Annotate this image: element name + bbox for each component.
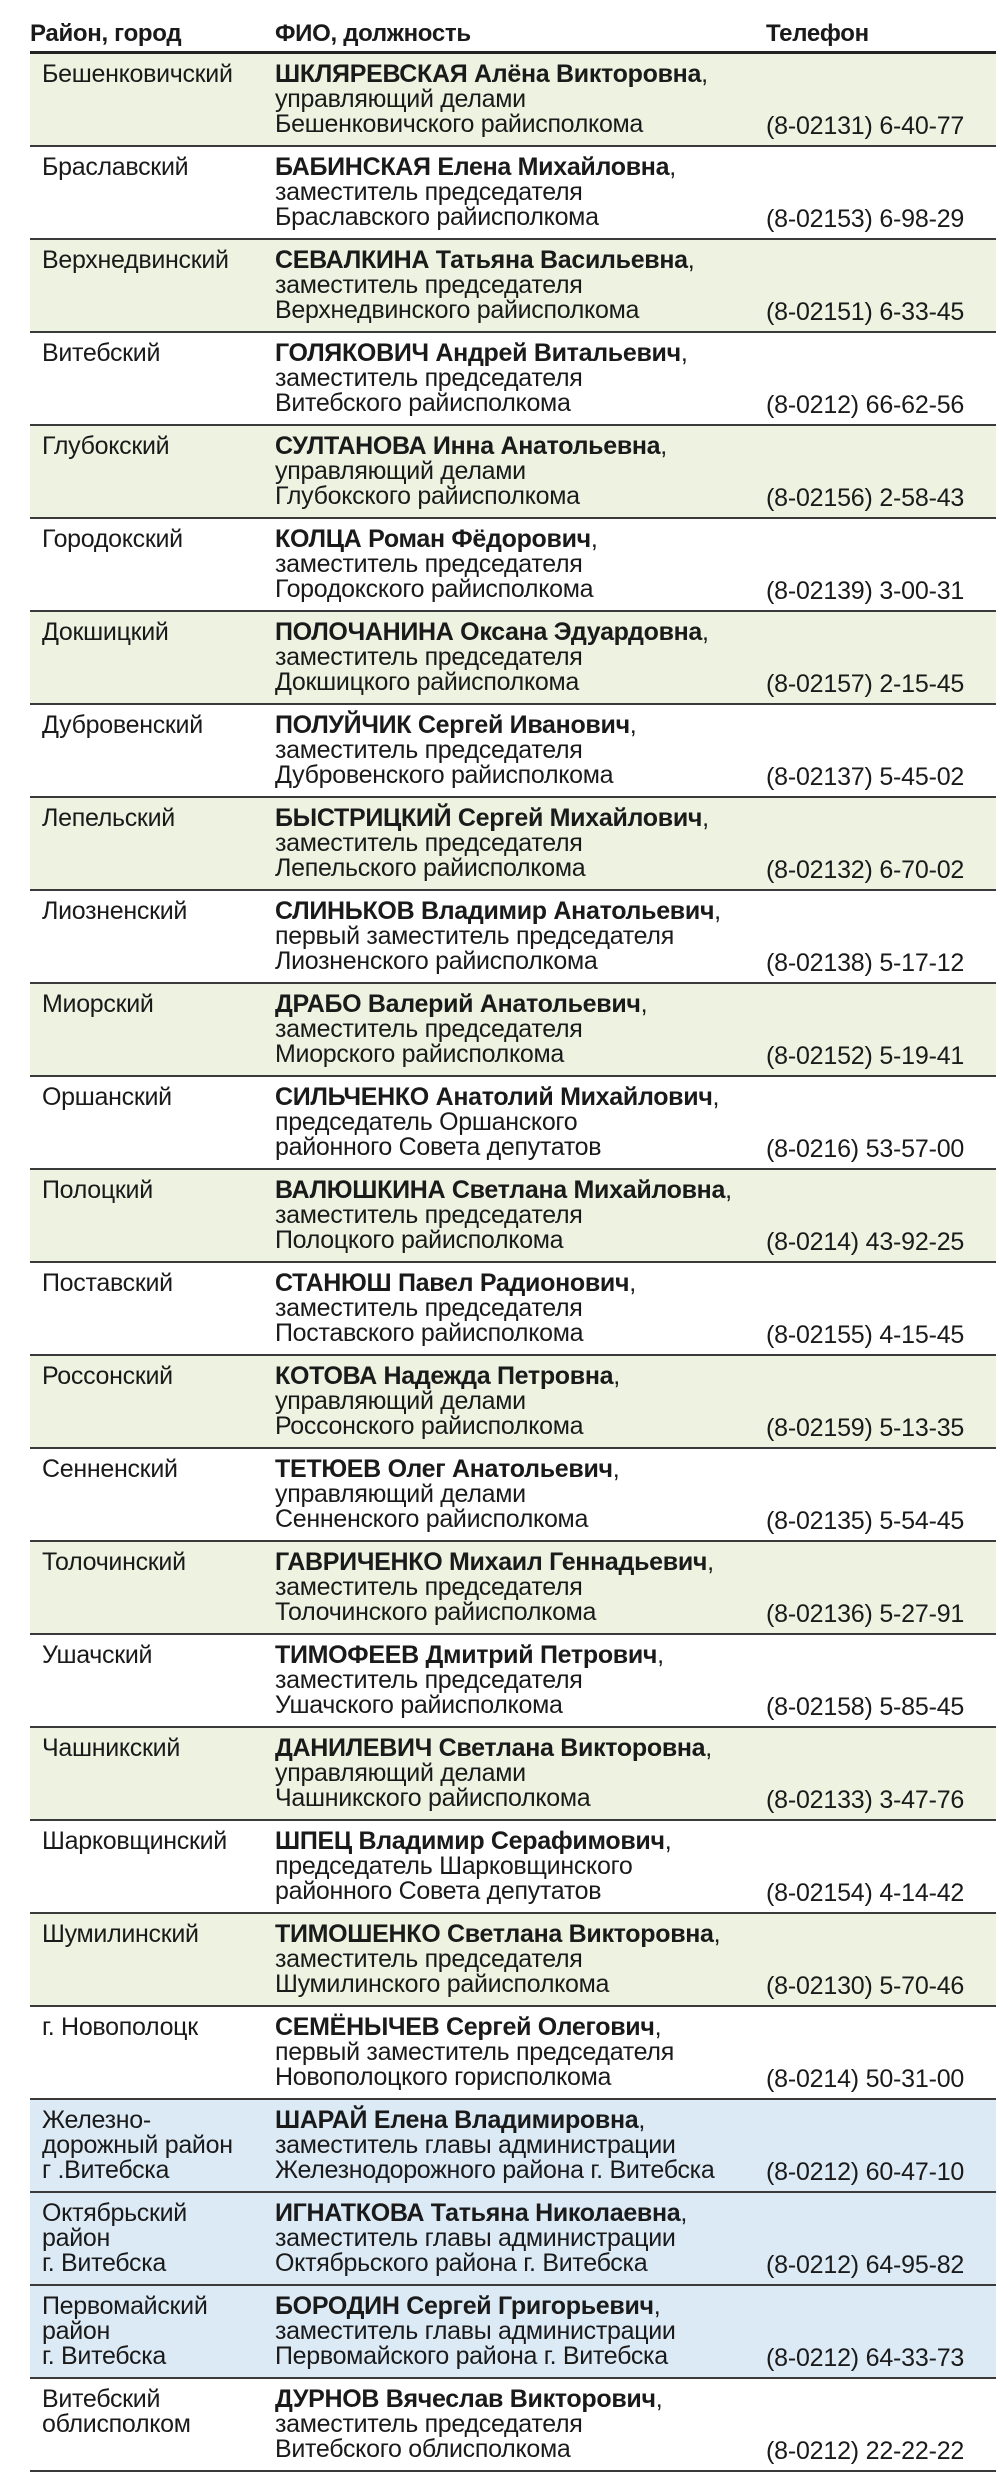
phone-number: (8-02151) 6-33-45 xyxy=(766,298,965,326)
district-line: Оршанский xyxy=(42,1083,172,1111)
table-row xyxy=(30,1821,996,1914)
phone-number: (8-0212) 64-95-82 xyxy=(766,2251,965,2279)
district-cell xyxy=(42,1178,282,1203)
table-row xyxy=(30,426,996,519)
person-position: заместитель председателя xyxy=(275,2410,583,2438)
table-row xyxy=(30,2286,996,2379)
person-position: заместитель председателя xyxy=(275,364,583,392)
district-cell xyxy=(42,155,282,180)
person-position: председатель Оршанского xyxy=(275,1108,578,1136)
table-row xyxy=(30,705,996,798)
person-position: Россонского райисполкома xyxy=(275,1412,584,1440)
phone-number: (8-02137) 5-45-02 xyxy=(766,763,965,791)
person-name: СИЛЬЧЕНКО Анатолий Михайлович xyxy=(275,1083,713,1111)
person-cell xyxy=(275,1085,795,1160)
table-row xyxy=(30,1077,996,1170)
person-cell xyxy=(275,341,795,416)
district-cell xyxy=(42,62,282,87)
district-cell xyxy=(42,2294,282,2369)
person-name: ШПЕЦ Владимир Серафимович xyxy=(275,1827,665,1855)
person-cell xyxy=(275,2294,795,2369)
person-position: заместитель председателя xyxy=(275,829,583,857)
district-cell xyxy=(42,1271,282,1296)
person-name: ГОЛЯКОВИЧ Андрей Витальевич xyxy=(275,339,681,367)
table-row xyxy=(30,612,996,705)
person-cell xyxy=(275,713,795,788)
district-line: Витебский xyxy=(42,2385,161,2413)
person-position: Шумилинского райисполкома xyxy=(275,1970,610,1998)
district-cell xyxy=(42,992,282,1017)
person-position: заместитель председателя xyxy=(275,178,583,206)
district-line: г. Витебска xyxy=(42,2249,167,2277)
table-row xyxy=(30,240,996,333)
person-name-line: ДАНИЛЕВИЧ Светлана Викторовна, xyxy=(275,1734,712,1762)
district-line: г. Новополоцк xyxy=(42,2013,198,2041)
person-name: ТЕТЮЕВ Олег Анатольевич xyxy=(275,1455,613,1483)
table-row xyxy=(30,1356,996,1449)
person-position: Лиозненского райисполкома xyxy=(275,947,598,975)
person-cell xyxy=(275,1271,795,1346)
person-position: заместитель главы администрации xyxy=(275,2131,676,2159)
person-position: первый заместитель председателя xyxy=(275,2038,674,2066)
person-name: ДРАБО Валерий Анатольевич xyxy=(275,990,641,1018)
person-position: управляющий делами xyxy=(275,1480,526,1508)
phone-number: (8-02132) 6-70-02 xyxy=(766,856,965,884)
person-name: ШКЛЯРЕВСКАЯ Алёна Викторовна xyxy=(275,60,702,88)
person-position: Полоцкого райисполкома xyxy=(275,1226,564,1254)
person-name-line: СИЛЬЧЕНКО Анатолий Михайлович, xyxy=(275,1083,720,1111)
person-position: Бешенковичского райисполкома xyxy=(275,110,644,138)
person-position: Миорского райисполкома xyxy=(275,1040,564,1068)
phone-number: (8-02153) 6-98-29 xyxy=(766,205,965,233)
person-cell xyxy=(275,992,795,1067)
table-row xyxy=(30,147,996,240)
person-position: заместитель председателя xyxy=(275,736,583,764)
district-line: Браславский xyxy=(42,153,189,181)
person-name: БАБИНСКАЯ Елена Михайловна xyxy=(275,153,670,181)
person-position: Городокского райисполкома xyxy=(275,575,594,603)
person-position: Верхнедвинского райисполкома xyxy=(275,296,640,324)
district-line: Докшицкий xyxy=(42,618,169,646)
person-cell xyxy=(275,434,795,509)
district-line: Ушачский xyxy=(42,1641,153,1669)
person-name-line: СТАНЮШ Павел Радионович, xyxy=(275,1269,636,1297)
person-position: заместитель председателя xyxy=(275,643,583,671)
table-row xyxy=(30,2379,996,2472)
person-position: Ушачского райисполкома xyxy=(275,1691,563,1719)
person-position: заместитель председателя xyxy=(275,1294,583,1322)
person-name-line: ШКЛЯРЕВСКАЯ Алёна Викторовна, xyxy=(275,60,708,88)
person-cell xyxy=(275,1178,795,1253)
person-name: СЕМЁНЫЧЕВ Сергей Олегович xyxy=(275,2013,655,2041)
district-cell xyxy=(42,2387,282,2437)
person-position: управляющий делами xyxy=(275,85,526,113)
person-name-line: БАБИНСКАЯ Елена Михайловна, xyxy=(275,153,676,181)
district-cell xyxy=(42,1550,282,1575)
table-row xyxy=(30,1728,996,1821)
person-cell xyxy=(275,248,795,323)
person-name: ПОЛУЙЧИК Сергей Иванович xyxy=(275,711,630,739)
person-cell xyxy=(275,155,795,230)
district-cell xyxy=(42,2201,282,2276)
person-cell xyxy=(275,2387,795,2462)
person-cell xyxy=(275,1550,795,1625)
phone-number: (8-02159) 5-13-35 xyxy=(766,1414,965,1442)
table-row xyxy=(30,798,996,891)
person-name: БОРОДИН Сергей Григорьевич xyxy=(275,2292,654,2320)
person-name-line: СЛИНЬКОВ Владимир Анатольевич, xyxy=(275,897,721,925)
person-cell xyxy=(275,806,795,881)
person-name: ПОЛОЧАНИНА Оксана Эдуардовна xyxy=(275,618,703,646)
district-line: Железно- xyxy=(42,2106,151,2134)
district-line: Первомайский xyxy=(42,2292,208,2320)
person-position: Витебского райисполкома xyxy=(275,389,571,417)
person-position: заместитель главы администрации xyxy=(275,2224,676,2252)
table-row xyxy=(30,1263,996,1356)
person-name-line: КОЛЦА Роман Фёдорович, xyxy=(275,525,598,553)
person-position: Витебского облисполкома xyxy=(275,2435,571,2463)
person-position: Глубокского райисполкома xyxy=(275,482,580,510)
person-name-line: БЫСТРИЦКИЙ Сергей Михайлович, xyxy=(275,804,709,832)
person-position: заместитель председателя xyxy=(275,1573,583,1601)
person-name-line: ДУРНОВ Вячеслав Викторович, xyxy=(275,2385,663,2413)
person-name-line: ШАРАЙ Елена Владимировна, xyxy=(275,2106,646,2134)
district-line: г .Витебска xyxy=(42,2156,170,2184)
person-name: ВАЛЮШКИНА Светлана Михайловна xyxy=(275,1176,726,1204)
district-line: Поставский xyxy=(42,1269,173,1297)
person-name: КОТОВА Надежда Петровна xyxy=(275,1362,614,1390)
district-line: район xyxy=(42,2224,110,2252)
district-line: Глубокский xyxy=(42,432,170,460)
person-position: Дубровенского райисполкома xyxy=(275,761,614,789)
person-cell xyxy=(275,1364,795,1439)
district-line: район xyxy=(42,2317,110,2345)
district-line: Миорский xyxy=(42,990,154,1018)
person-name: БЫСТРИЦКИЙ Сергей Михайлович xyxy=(275,804,703,832)
header-person: ФИО, должность xyxy=(275,20,471,47)
person-name-line: СЕМЁНЫЧЕВ Сергей Олегович, xyxy=(275,2013,662,2041)
phone-number: (8-0214) 43-92-25 xyxy=(766,1228,965,1256)
district-line: Бешенковичский xyxy=(42,60,233,88)
district-cell xyxy=(42,713,282,738)
phone-number: (8-0216) 53-57-00 xyxy=(766,1135,965,1163)
person-position: Чашникского райисполкома xyxy=(275,1784,591,1812)
district-line: Толочинский xyxy=(42,1548,186,1576)
table-row xyxy=(30,1914,996,2007)
district-line: Верхнедвинский xyxy=(42,246,229,274)
person-position: заместитель председателя xyxy=(275,271,583,299)
person-cell xyxy=(275,62,795,137)
person-name: ДУРНОВ Вячеслав Викторович xyxy=(275,2385,656,2413)
phone-number: (8-02133) 3-47-76 xyxy=(766,1786,965,1814)
person-name-line: ПОЛУЙЧИК Сергей Иванович, xyxy=(275,711,637,739)
table-row xyxy=(30,333,996,426)
person-position: Браславского райисполкома xyxy=(275,203,599,231)
district-cell xyxy=(42,434,282,459)
table-row xyxy=(30,1542,996,1635)
person-name-line: ТИМОШЕНКО Светлана Викторовна, xyxy=(275,1920,721,1948)
district-line: Лепельский xyxy=(42,804,175,832)
phone-number: (8-0212) 64-33-73 xyxy=(766,2344,965,2372)
person-name: ШАРАЙ Елена Владимировна xyxy=(275,2106,639,2134)
phone-number: (8-0212) 66-62-56 xyxy=(766,391,965,419)
phone-number: (8-02157) 2-15-45 xyxy=(766,670,965,698)
person-name-line: КОТОВА Надежда Петровна, xyxy=(275,1362,620,1390)
phone-number: (8-02155) 4-15-45 xyxy=(766,1321,965,1349)
person-cell xyxy=(275,527,795,602)
person-position: заместитель председателя xyxy=(275,1666,583,1694)
district-cell xyxy=(42,1736,282,1761)
person-name-line: ТЕТЮЕВ Олег Анатольевич, xyxy=(275,1455,620,1483)
person-name-line: ГОЛЯКОВИЧ Андрей Витальевич, xyxy=(275,339,688,367)
person-name: СЛИНЬКОВ Владимир Анатольевич xyxy=(275,897,715,925)
table-row xyxy=(30,2100,996,2193)
district-line: Россонский xyxy=(42,1362,173,1390)
person-position: Первомайского района г. Витебска xyxy=(275,2342,668,2370)
district-line: дорожный район xyxy=(42,2131,233,2159)
person-position: заместитель главы администрации xyxy=(275,2317,676,2345)
person-name-line: ИГНАТКОВА Татьяна Николаевна, xyxy=(275,2199,688,2227)
person-name-line: ГАВРИЧЕНКО Михаил Геннадьевич, xyxy=(275,1548,714,1576)
person-name: КОЛЦА Роман Фёдорович xyxy=(275,525,591,553)
district-line: облисполком xyxy=(42,2410,191,2438)
district-cell xyxy=(42,2108,282,2183)
person-position: районного Совета депутатов xyxy=(275,1877,602,1905)
person-cell xyxy=(275,620,795,695)
person-position: заместитель председателя xyxy=(275,1201,583,1229)
person-position: заместитель председателя xyxy=(275,1015,583,1043)
person-cell xyxy=(275,1457,795,1532)
district-line: Полоцкий xyxy=(42,1176,153,1204)
phone-number: (8-02138) 5-17-12 xyxy=(766,949,965,977)
district-line: Шумилинский xyxy=(42,1920,199,1948)
district-line: Чашникский xyxy=(42,1734,180,1762)
phone-number: (8-02131) 6-40-77 xyxy=(766,112,965,140)
district-cell xyxy=(42,806,282,831)
district-cell xyxy=(42,1364,282,1389)
person-position: Докшицкого райисполкома xyxy=(275,668,579,696)
district-line: Сенненский xyxy=(42,1455,178,1483)
person-cell xyxy=(275,2015,795,2090)
district-line: Дубровенский xyxy=(42,711,203,739)
table-row xyxy=(30,984,996,1077)
person-name: ГАВРИЧЕНКО Михаил Геннадьевич xyxy=(275,1548,708,1576)
district-cell xyxy=(42,1643,282,1668)
person-name-line: СУЛТАНОВА Инна Анатольевна, xyxy=(275,432,667,460)
phone-number: (8-02139) 3-00-31 xyxy=(766,577,965,605)
district-cell xyxy=(42,527,282,552)
table-row xyxy=(30,1635,996,1728)
person-position: заместитель председателя xyxy=(275,1945,583,1973)
table-header xyxy=(30,0,996,54)
person-name: СТАНЮШ Павел Радионович xyxy=(275,1269,630,1297)
district-cell xyxy=(42,2015,282,2040)
district-cell xyxy=(42,1922,282,1947)
district-cell xyxy=(42,1457,282,1482)
district-cell xyxy=(42,341,282,366)
table-row xyxy=(30,2007,996,2100)
person-name-line: ВАЛЮШКИНА Светлана Михайловна, xyxy=(275,1176,732,1204)
person-position: Октябрьского района г. Витебска xyxy=(275,2249,648,2277)
header-district: Район, город xyxy=(30,20,182,47)
person-name: СЕВАЛКИНА Татьяна Васильевна xyxy=(275,246,688,274)
district-cell xyxy=(42,1085,282,1110)
person-name: СУЛТАНОВА Инна Анатольевна xyxy=(275,432,661,460)
district-cell xyxy=(42,1829,282,1854)
person-position: Толочинского райисполкома xyxy=(275,1598,597,1626)
person-cell xyxy=(275,899,795,974)
person-position: заместитель председателя xyxy=(275,550,583,578)
phone-number: (8-02156) 2-58-43 xyxy=(766,484,965,512)
person-position: районного Совета депутатов xyxy=(275,1133,602,1161)
table-body xyxy=(30,54,996,2472)
phone-number: (8-0212) 22-22-22 xyxy=(766,2437,965,2465)
district-line: Витебский xyxy=(42,339,161,367)
phone-number: (8-02135) 5-54-45 xyxy=(766,1507,965,1535)
person-name-line: СЕВАЛКИНА Татьяна Васильевна, xyxy=(275,246,695,274)
person-cell xyxy=(275,2108,795,2183)
person-cell xyxy=(275,1736,795,1811)
table-row xyxy=(30,1170,996,1263)
person-position: Поставского райисполкома xyxy=(275,1319,584,1347)
district-line: Октябрьский xyxy=(42,2199,187,2227)
person-position: первый заместитель председателя xyxy=(275,922,674,950)
person-position: управляющий делами xyxy=(275,1759,526,1787)
phone-number: (8-0212) 60-47-10 xyxy=(766,2158,965,2186)
table-row xyxy=(30,519,996,612)
person-name: ИГНАТКОВА Татьяна Николаевна xyxy=(275,2199,681,2227)
table-row xyxy=(30,1449,996,1542)
person-position: Лепельского райисполкома xyxy=(275,854,586,882)
person-name-line: ШПЕЦ Владимир Серафимович, xyxy=(275,1827,672,1855)
phone-number: (8-02130) 5-70-46 xyxy=(766,1972,965,2000)
phone-number: (8-02152) 5-19-41 xyxy=(766,1042,965,1070)
person-name: ТИМОФЕЕВ Дмитрий Петрович xyxy=(275,1641,658,1669)
table-row xyxy=(30,2193,996,2286)
table-row xyxy=(30,891,996,984)
person-cell xyxy=(275,1922,795,1997)
contacts-table xyxy=(30,0,996,2472)
person-name: ДАНИЛЕВИЧ Светлана Викторовна xyxy=(275,1734,706,1762)
person-position: председатель Шарковщинского xyxy=(275,1852,633,1880)
phone-number: (8-02158) 5-85-45 xyxy=(766,1693,965,1721)
district-line: Шарковщинский xyxy=(42,1827,227,1855)
person-cell xyxy=(275,2201,795,2276)
district-line: Городокский xyxy=(42,525,183,553)
person-position: Железнодорожного района г. Витебска xyxy=(275,2156,715,2184)
district-cell xyxy=(42,620,282,645)
person-name: ТИМОШЕНКО Светлана Викторовна xyxy=(275,1920,714,1948)
phone-number: (8-02136) 5-27-91 xyxy=(766,1600,965,1628)
person-name-line: ДРАБО Валерий Анатольевич, xyxy=(275,990,648,1018)
district-cell xyxy=(42,899,282,924)
person-position: управляющий делами xyxy=(275,457,526,485)
district-line: Лиозненский xyxy=(42,897,188,925)
phone-number: (8-02154) 4-14-42 xyxy=(766,1879,965,1907)
person-cell xyxy=(275,1643,795,1718)
district-cell xyxy=(42,248,282,273)
header-phone: Телефон xyxy=(766,20,869,47)
person-name-line: ПОЛОЧАНИНА Оксана Эдуардовна, xyxy=(275,618,709,646)
person-position: Новополоцкого горисполкома xyxy=(275,2063,612,2091)
district-line: г. Витебска xyxy=(42,2342,167,2370)
person-position: Сенненского райисполкома xyxy=(275,1505,589,1533)
person-cell xyxy=(275,1829,795,1904)
phone-number: (8-0214) 50-31-00 xyxy=(766,2065,965,2093)
person-position: управляющий делами xyxy=(275,1387,526,1415)
person-name-line: БОРОДИН Сергей Григорьевич, xyxy=(275,2292,661,2320)
table-row xyxy=(30,54,996,147)
person-name-line: ТИМОФЕЕВ Дмитрий Петрович, xyxy=(275,1641,664,1669)
